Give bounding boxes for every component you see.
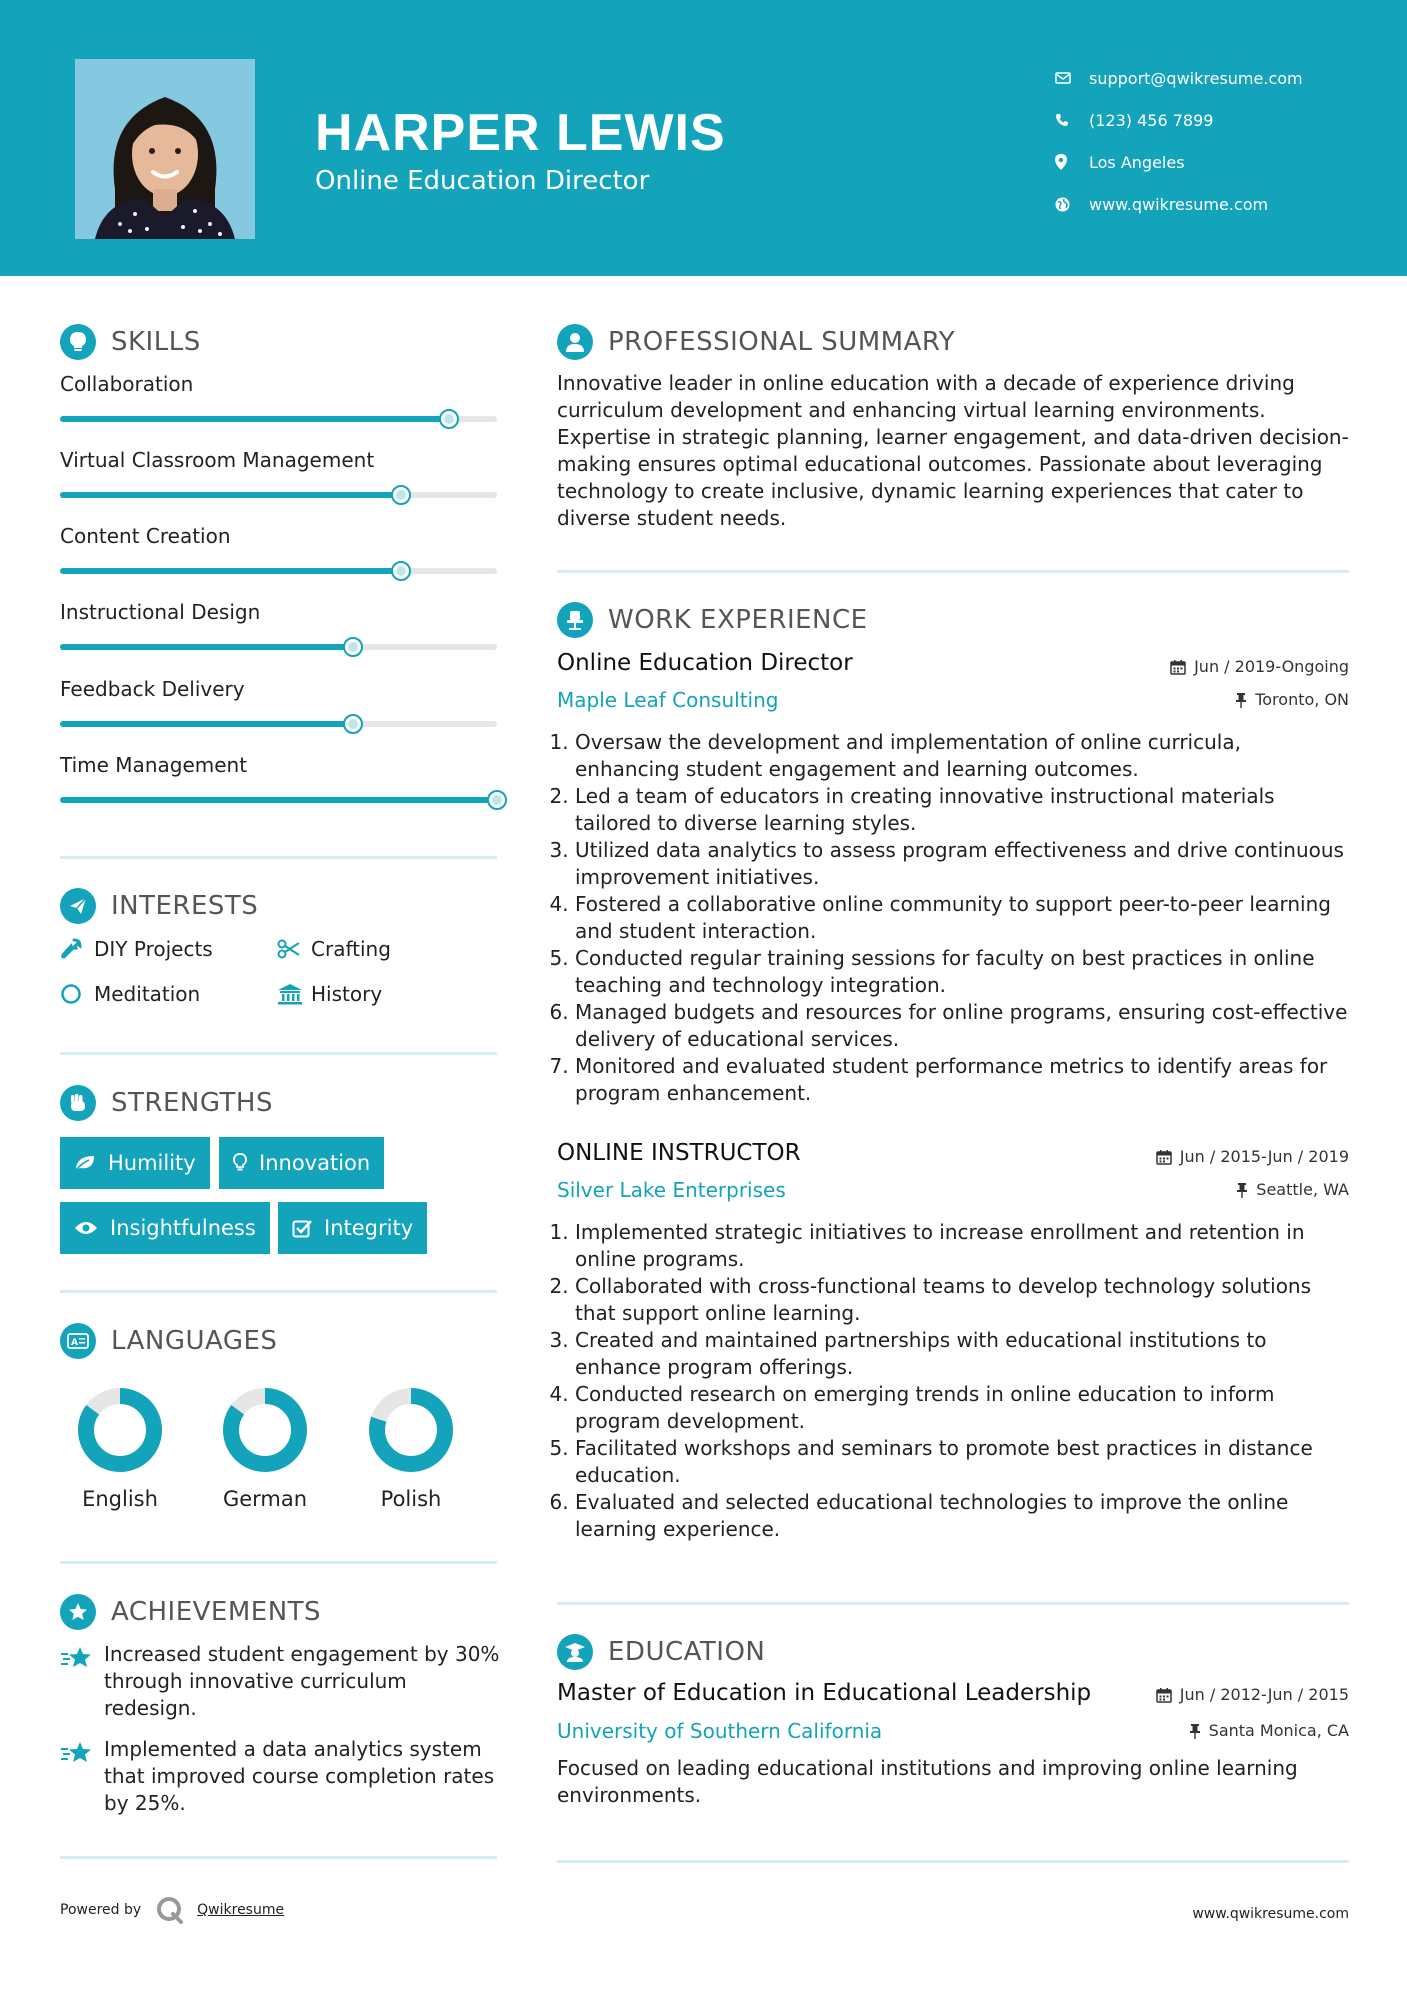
interest-label: Crafting [311,937,391,961]
skill-slider-knob [343,714,363,734]
education-location-text: Santa Monica, CA [1208,1721,1349,1740]
duty-item: 3. Utilized data analytics to assess program effectiveness and drive continuous improvement initiatives. [575,837,1349,891]
job-location [1236,1180,1349,1199]
interests-title: INTERESTS [111,891,259,921]
leaf-icon [74,1154,96,1172]
contact-website-text: www.qwikresume.com [1089,194,1269,214]
achievement-text: Increased student engagement by 30% through innovative curriculum redesign. [104,1642,500,1720]
achievement-item [60,1736,500,1817]
skill-row [60,753,497,803]
star-icon [60,1641,104,1722]
skill-row [60,524,497,574]
footer-powered-by [60,1895,284,1925]
graduate-icon [557,1634,593,1670]
duty-item: 2. Led a team of educators in creating innovative instructional materials tailored to diverse learning styles. [575,783,1349,837]
duty-item: 6. Managed budgets and resources for online programs, ensuring cost-effective delivery of educational services. [575,999,1349,1053]
education-date [1156,1685,1349,1704]
museum-icon [277,983,311,1005]
duty-item: 7. Monitored and evaluated student performance metrics to identify areas for program enhancement. [575,1053,1349,1107]
section-divider [60,1561,497,1564]
contact-phone[interactable] [1055,99,1303,141]
duty-item: 1. Implemented strategic initiatives to increase enrollment and retention in online programs. [575,1219,1349,1273]
language-item [341,1385,481,1511]
duty-item: 2. Collaborated with cross-functional teams to develop technology solutions that support online learning. [575,1273,1349,1327]
education-title: EDUCATION [608,1637,766,1667]
skill-row [60,677,497,727]
interest-item [60,937,213,961]
paper-plane-icon [60,888,96,924]
skill-name: Instructional Design [60,600,261,624]
svg-text:A: A [71,1338,78,1348]
lightbulb-icon [233,1153,247,1173]
language-donut [220,1385,310,1475]
qwikresume-logo-icon [155,1895,185,1925]
skill-bar-fill [60,568,401,574]
strength-label: Insightfulness [110,1216,256,1240]
skill-name: Virtual Classroom Management [60,448,375,472]
strength-badge [219,1137,384,1189]
job-duties [557,729,1349,1107]
wrench-icon [60,938,94,960]
calendar-icon [1170,659,1186,675]
skill-bar-fill [60,644,353,650]
strength-label: Innovation [259,1151,371,1175]
strengths-heading [60,1085,273,1121]
job-date-text: Jun / 2019-Ongoing [1194,657,1349,676]
skill-row [60,372,497,422]
job-title: ONLINE INSTRUCTOR [557,1140,801,1166]
pushpin-icon [1236,1182,1248,1198]
duty-item: 1. Oversaw the development and implementation of online curricula, enhancing student engagement and learning outcomes. [575,729,1349,783]
resume-header [0,0,1407,276]
skill-bar-fill [60,721,353,727]
skill-bar-fill [60,797,497,803]
summary-title: PROFESSIONAL SUMMARY [608,327,956,357]
education-location [1189,1721,1349,1740]
job-date-text: Jun / 2015-Jun / 2019 [1179,1147,1349,1166]
language-donut [75,1385,165,1475]
eye-icon [74,1220,98,1236]
qwikresume-link[interactable]: Qwikresume [197,1902,285,1918]
envelope-icon [1055,72,1089,84]
skill-row [60,600,497,650]
skill-bar-fill [60,492,401,498]
skill-name: Collaboration [60,372,194,396]
duty-item: 5. Facilitated workshops and seminars to promote best practices in distance education. [575,1435,1349,1489]
interests-heading [60,888,258,924]
interest-item [60,982,200,1006]
briefcase-chair-icon [557,602,593,638]
strength-badge [278,1202,427,1254]
interest-label: Meditation [94,982,201,1006]
language-label: Polish [380,1487,442,1511]
skill-bar [60,797,497,803]
languages-heading [60,1323,277,1359]
strength-label: Humility [108,1151,196,1175]
skill-bar [60,492,497,498]
skills-title: SKILLS [111,327,201,357]
school-name: University of Southern California [557,1719,883,1743]
language-icon [60,1323,96,1359]
skill-bar [60,721,497,727]
strength-badge [60,1137,210,1189]
interest-label: History [311,982,383,1006]
contact-list [1055,57,1303,225]
skill-slider-knob [487,790,507,810]
language-item [195,1385,335,1511]
duty-item: 4. Conducted research on emerging trends in online education to inform program development. [575,1381,1349,1435]
job-date [1156,1147,1349,1166]
education-heading [557,1634,765,1670]
summary-heading [557,324,955,360]
company-name: Maple Leaf Consulting [557,688,779,712]
contact-website[interactable] [1055,183,1303,225]
profile-photo [75,59,255,239]
phone-icon [1055,113,1089,127]
contact-phone-text: (123) 456 7899 [1089,110,1214,130]
section-divider [60,1856,497,1859]
duty-item: 5. Conducted regular training sessions for faculty on best practices in online teaching and technology integration. [575,945,1349,999]
duty-item: 6. Evaluated and selected educational technologies to improve the online learning experience. [575,1489,1349,1543]
section-divider [557,570,1349,573]
duty-item: 3. Created and maintained partnerships with educational institutions to enhance program offerings. [575,1327,1349,1381]
achievement-item [60,1641,500,1722]
footer-website[interactable]: www.qwikresume.com [1192,1906,1349,1922]
user-icon [557,324,593,360]
achievements-title: ACHIEVEMENTS [111,1597,322,1627]
star-badge-icon [60,1594,96,1630]
job-location-text: Toronto, ON [1255,690,1349,709]
company-name: Silver Lake Enterprises [557,1178,786,1202]
powered-by-text: Powered by [60,1902,142,1918]
skill-bar [60,644,497,650]
contact-location [1055,141,1303,183]
skill-row [60,448,497,498]
degree-title: Master of Education in Educational Leadership [557,1680,1092,1706]
section-divider [60,1052,497,1055]
contact-location-text: Los Angeles [1089,152,1185,172]
check-square-icon [292,1218,312,1238]
scissors-icon [277,939,311,959]
contact-email[interactable] [1055,57,1303,99]
skill-bar [60,416,497,422]
calendar-icon [1156,1149,1172,1165]
experience-heading [557,602,868,638]
section-divider [557,1860,1349,1863]
contact-email-text: support@qwikresume.com [1089,68,1303,88]
language-label: English [82,1487,158,1511]
summary-text: Innovative leader in online education with a decade of experience driving curriculum development and enhancing virtual learning environments. Expertise in strategic planning, learner engagement, and data-driven decision-making ensures optimal educational outcomes. Passionate about leveraging technology to create inclusive, dynamic learning experiences that cater to diverse student needs. [557,371,1349,530]
section-divider [557,1602,1349,1605]
skill-name: Content Creation [60,524,231,548]
strength-label: Integrity [324,1216,414,1240]
skill-name: Time Management [60,753,248,777]
fist-icon [60,1085,96,1121]
language-item [50,1385,190,1511]
skill-bar-fill [60,416,449,422]
experience-title: WORK EXPERIENCE [608,605,868,635]
duty-item: 4. Fostered a collaborative online community to support peer-to-peer learning and student interaction. [575,891,1349,945]
skill-slider-knob [391,561,411,581]
skill-name: Feedback Delivery [60,677,245,701]
achievement-text: Implemented a data analytics system that improved course completion rates by 25%. [104,1737,495,1815]
job-location [1235,690,1349,709]
section-divider [60,856,497,859]
skill-slider-knob [439,409,459,429]
languages-title: LANGUAGES [111,1326,278,1356]
education-date-text: Jun / 2012-Jun / 2015 [1179,1685,1349,1704]
skills-heading [60,324,201,360]
achievements-heading [60,1594,321,1630]
candidate-name: HARPER LEWIS [315,104,726,162]
skill-slider-knob [391,485,411,505]
job-location-text: Seattle, WA [1256,1180,1349,1199]
candidate-title: Online Education Director [315,166,650,196]
strengths-title: STRENGTHS [111,1088,273,1118]
calendar-icon [1156,1687,1172,1703]
interest-item [277,937,391,961]
skill-slider-knob [343,637,363,657]
lightbulb-icon [60,324,96,360]
strength-badge [60,1202,270,1254]
language-label: German [222,1487,308,1511]
section-divider [60,1290,497,1293]
job-date [1170,657,1349,676]
star-icon [60,1736,104,1817]
interest-label: DIY Projects [94,937,213,961]
skill-bar [60,568,497,574]
interest-item [277,982,382,1006]
globe-icon [1055,197,1089,212]
pushpin-icon [1235,692,1247,708]
education-description: Focused on leading educational institutions and improving online learning environments. [557,1756,1298,1807]
map-pin-icon [1055,154,1089,170]
language-donut [366,1385,456,1475]
job-title: Online Education Director [557,650,853,676]
circle-icon [60,983,94,1005]
job-duties [557,1219,1349,1543]
pushpin-icon [1189,1723,1201,1739]
